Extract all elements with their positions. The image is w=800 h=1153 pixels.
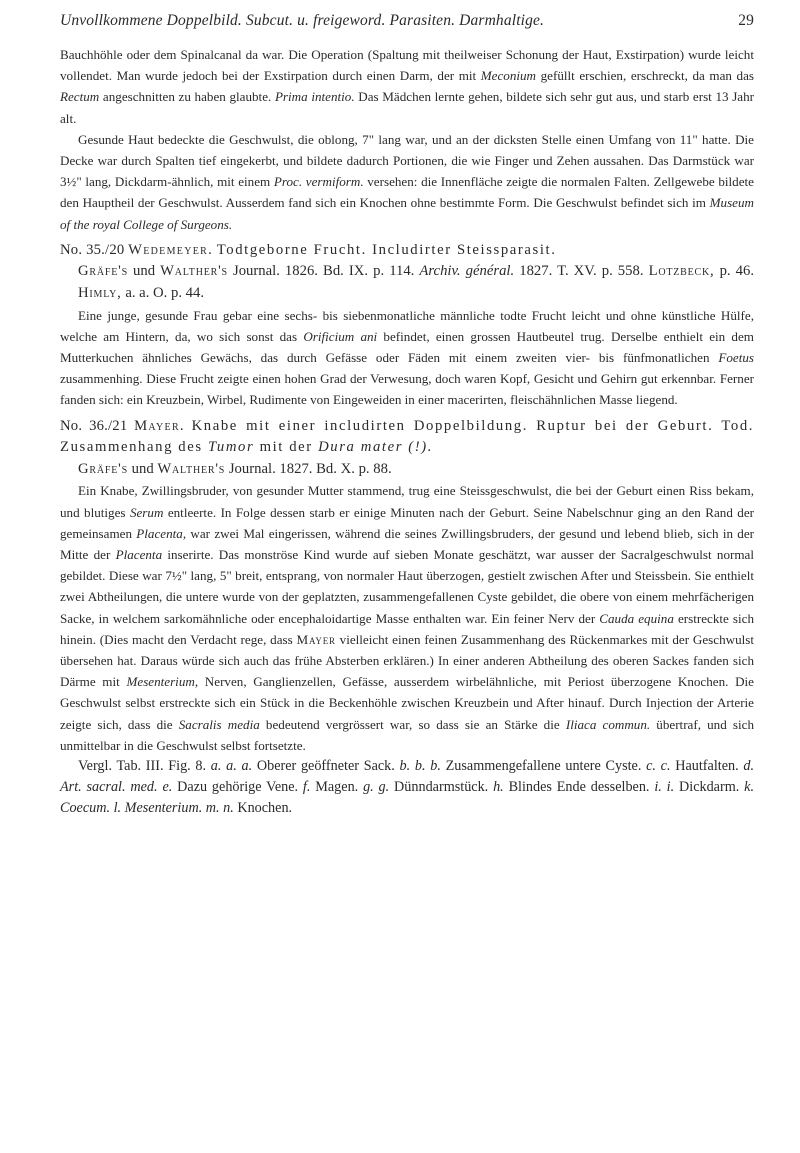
entry-number: No. 35./20	[60, 241, 125, 258]
entry-author: Mayer.	[134, 417, 185, 434]
page-body	[60, 44, 754, 820]
entry-35-heading	[60, 240, 754, 305]
figure-legend: Vergl. Tab. III. Fig. 8. a. a. a. Oberer geöffneter Sack. b. b. b. Zusammengefallene untere Cyste. c. c. Hautfalten. d. Art. sacral. med. e. Dazu gehörige Vene. f. Magen. g. g. Dünndarmstück. h. Blindes Ende desselben. i. i. Dickdarm. k. Coecum. l. Mesenterium. m. n. Knochen.	[60, 758, 755, 817]
running-header	[60, 12, 754, 30]
entry-number: No. 36./21	[60, 417, 128, 434]
entry-36	[60, 416, 754, 820]
paragraph-intro-1: Bauchhöhle oder dem Spinalcanal da war. Die Operation (Spaltung mit theilweiser Schonung der Haut, Exstirpation) wurde leicht vollendet. Man wurde jedoch bei der Exstirpation durch einen Darm, der mit Meconium gefüllt erschien, erschreckt, da man das Rectum angeschnitten zu haben glaubte. Prima intentio. Das Mädchen lernte gehen, bildete sich sehr gut aus, und starb erst 13 Jahr alt.	[60, 47, 755, 126]
entry-author: Wedemeyer.	[128, 241, 214, 258]
entry-references: Gräfe's und Walther's Journal. 1826. Bd. IX. p. 114. Archiv. général. 1827. T. XV. p. 558. Lotzbeck, p. 46. Himly, a. a. O. p. 44.	[78, 263, 754, 302]
header-title: Unvollkommene Doppelbild. Subcut. u. freigeword. Parasiten. Darmhaltige.	[60, 12, 545, 29]
paragraph-intro-2: Gesunde Haut bedeckte die Geschwulst, die oblong, 7" lang war, und an der dicksten Stelle einen Umfang von 11" hatte. Die Decke war durch Spalten tief eingekerbt, und bildete dadurch Portionen, die wie Finger und Zehen aussahen. Das Darmstück war 3½" lang, Dickdarm-ähnlich, mit einem Proc. vermiform. versehen: die Innenfläche zeigte die normalen Falten. Zellgewebe bildete den Hauptheil der Geschwulst. Ausserdem fand sich ein Knochen ohne bestimmte Form. Die Geschwulst befindet sich im Museum of the royal College of Surgeons.	[60, 131, 754, 232]
entry-title: Todtgeborne Frucht. Includirter Steissparasit.	[216, 241, 557, 258]
entry-35-text: Eine junge, gesunde Frau gebar eine sechs- bis siebenmonatliche männliche todte Frucht leicht und ohne künstliche Hülfe, welche am Hintern, da, wo sich sonst das Orificium ani befindet, einen grossen Hautbeutel trug. Derselbe enthielt ein dem Mutterkuchen ähnliches Gewächs, das durch Gefässe oder Fäden mit einem zweiten vier- bis fünfmonatlichen Foetus zusammenhing. Diese Frucht zeigte einen hohen Grad der Verwesung, doch waren Kopf, Gesicht und Gehirn gut erkennbar. Ferner fanden sich: ein Kreuzbein, Wirbel, Rudimente von Eingeweiden in einer macerirten, fleischähnlichen Masse liegend.	[60, 307, 754, 408]
entry-title: Knabe mit einer includirten Doppelbildung. Ruptur bei der Geburt. Tod. Zusammenhang des Tumor mit der Dura mater (!).	[60, 417, 755, 456]
entry-35	[60, 240, 754, 411]
entry-36-text: Ein Knabe, Zwillingsbruder, von gesunder Mutter stammend, trug eine Steissgeschwulst, die bei der Geburt einen Riss bekam, und blutiges Serum entleerte. In Folge dessen starb er einige Minuten nach der Geburt. Seine Nabelschnur ging an den Rand der gemeinsamen Placenta, war zwei Mal eingerissen, während die seines Zwillingsbruders, der gesund und lebend blieb, sich in der Mitte der Placenta inserirte. Das monströse Kind wurde auf sieben Monate geschätzt, war ausser der Sacralgeschwulst normal gebildet. Diese war 7½" lang, 5" breit, entsprang, von normaler Haut überzogen, gestielt zwischen After und Steissbein. Sie enthielt zwei Abtheilungen, die untere wurde von der geplatzten, zusammengefallenen Cyste gebildet, die obere von einem mehrfächerigen Sacke, in welchem sarkomähnliche oder encephaloidartige Masse enthalten war. Ein feiner Nerv der Cauda equina erstreckte sich hinein. (Dies macht den Verdacht rege, dass Mayer vielleicht einen feinen Zusammenhang des Rückenmarkes mit der Geschwulst übersehen hat. Daraus würde sich auch das frühe Absterben erklären.) In einer anderen Abtheilung des oberen Sackes fanden sich Därme mit Mesenterium, Nerven, Ganglienzellen, Gefässe, ausserdem wirbelähnliche, mit Periost überzogene Knochen. Die Geschwulst selbst erstreckte sich ein Stück in die Beckenhöhle zwischen Kreuzbein und After hinauf. Durch Injection der Arterie zeigte sich, dass die Sacralis media bedeutend vergrössert war, so dass sie an Stärke die Iliaca commun. übertraf, und sich unmittelbar in die Geschwulst selbst fortsetzte.	[60, 483, 755, 753]
entry-36-heading	[60, 416, 754, 481]
page-number: 29	[738, 12, 754, 29]
entry-references: Gräfe's und Walther's Journal. 1827. Bd. X. p. 88.	[78, 460, 392, 477]
